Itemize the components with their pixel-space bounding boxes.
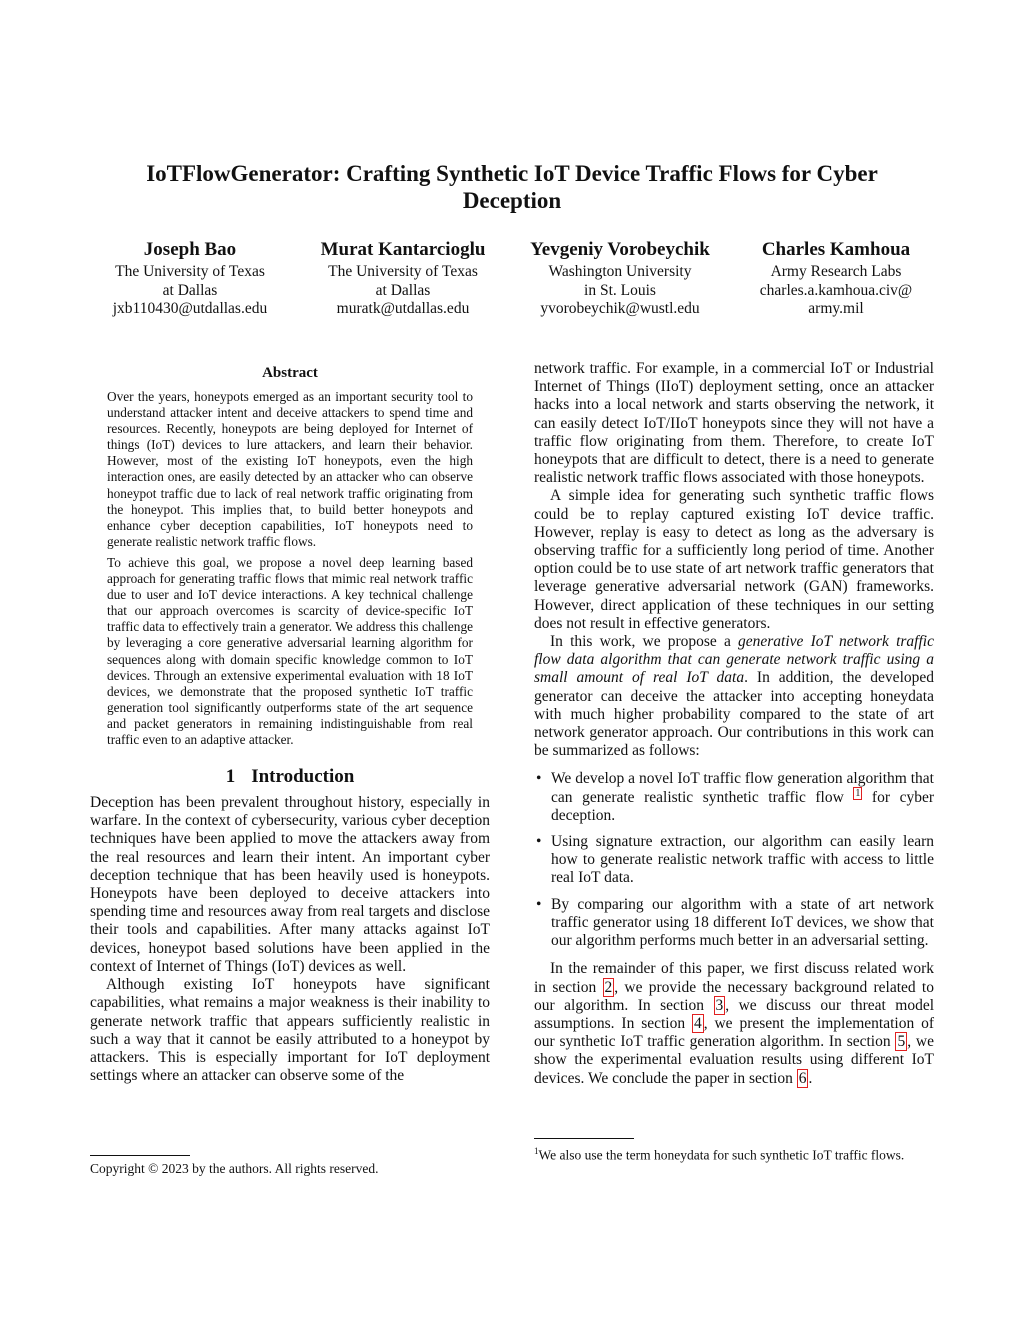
text-run: , we discuss our threat model assumptions. In section — [534, 996, 935, 1032]
body-paragraph: Although existing IoT honeypots have significant capabilities, what remains a major weakness is their inability to generate network traffic that appears sufficiently realistic in such a way that it cannot be easily attributed to a honeypot by attackers. This is especially important for IoT deployment settings where an attacker can observe some of the — [90, 976, 490, 1085]
footnote-rule — [534, 1138, 634, 1139]
footnote-link[interactable]: 1 — [855, 787, 861, 799]
author-name: Charles Kamhoua — [761, 239, 911, 260]
author-email: army.mil — [808, 300, 864, 317]
author-email: jxb110430@utdallas.edu — [112, 300, 268, 317]
author-affiliation: in St. Louis — [584, 281, 656, 299]
paper-title — [90, 160, 934, 214]
body-paragraph — [534, 960, 934, 1087]
author-email: muratk@utdallas.edu — [336, 300, 470, 317]
text-run: , we show the experimental evaluation results using different IoT devices. We conclude the paper in section — [534, 1033, 934, 1087]
author-name: Yevgeniy Vorobeychik — [530, 239, 710, 260]
text-run: By comparing our algorithm with a state of art network traffic generator using 18 different IoT devices, we show that our algorithm performs much better in an adversarial setting. — [551, 895, 934, 950]
text-run: In the remainder of this paper, we first discuss related work in section — [534, 960, 934, 996]
title-line-1: IoTFlowGenerator: Crafting Synthetic IoT Device Traffic Flows for Cyber — [146, 161, 878, 186]
left-column — [90, 360, 490, 1085]
list-item — [534, 833, 934, 888]
author-block — [742, 238, 930, 319]
author-name: Joseph Bao — [143, 239, 237, 260]
footnote — [534, 1143, 934, 1164]
bullet-icon: • — [536, 895, 542, 913]
body-paragraph: Deception has been prevalent throughout history, especially in warfare. In the context of cybersecurity, various cyber deception techniques have been applied to move the attackers away from the real resources and learn their intent. An important cyber deception technique that has been heavily used is honeypots. Honeypots have been deployed to deceive attackers into spending time and resources away from real targets and disclose their tools and capabilities. After many attacks against IoT devices, honeypot based solutions have been applied in the context of Internet of Things (IoT) devices as well. — [90, 794, 490, 975]
section-title: Introduction — [251, 766, 355, 788]
bullet-icon: • — [536, 833, 542, 851]
text-run: Using signature extraction, our algorithm can easily learn how to generate realistic network traffic with access to little real IoT data. — [551, 833, 934, 887]
text-run: . In addition, the developed generator can deceive the attacker into accepting honeydata with much higher probability compared to the state of art network generator approach. Our contributions in this work can be summarized as follows: — [534, 669, 934, 760]
body-paragraph — [534, 633, 934, 760]
copyright-notice: Copyright © 2023 by the authors. All rights reserved. — [90, 1161, 379, 1176]
emphasized-text: generative IoT network traffic flow data algorithm that can generate network traffic using a small amount of real IoT data — [534, 633, 934, 687]
author-affiliation: The University of Texas — [328, 263, 478, 280]
right-column — [534, 360, 934, 1088]
abstract-paragraph: Over the years, honeypots emerged as an important security tool to understand attacker intent and deceive attackers to spend time and resources. Recently, honeypots are being deployed for Internet of things (IoT) devices to lure attackers, and learn their behavior. However, most of the existing IoT honeypots, even the high interaction ones, are easily detected by an attacker who can observe honeypot traffic due to lack of real network traffic originating from the honeypot. This implies that, to build better honeypots and enhance cyber deception capabilities, IoT honeypots need to generate realistic network traffic flows. — [107, 389, 473, 549]
section-number: 1 — [225, 766, 236, 788]
footnote-mark: 1 — [534, 1146, 539, 1156]
section-link[interactable]: 6 — [798, 1069, 807, 1087]
list-item — [534, 770, 934, 825]
bullet-icon: • — [536, 770, 542, 788]
author-name: Murat Kantarcioglu — [320, 239, 486, 260]
text-run: , we present the implementation of our synthetic IoT traffic generation algorithm. In section — [534, 1014, 934, 1051]
text-run: for cyber deception. — [551, 788, 934, 824]
author-affiliation: Washington University — [548, 263, 692, 280]
author-block — [308, 238, 498, 319]
title-line-2: Deception — [462, 188, 562, 213]
author-affiliation: Army Research Labs — [770, 263, 902, 280]
section-link[interactable]: 5 — [897, 1033, 906, 1051]
abstract-paragraph: To achieve this goal, we propose a novel deep learning based approach for generating traffic flows that mimic real network traffic due to user and IoT device interactions. A key technical challenge that our approach overcomes is scarcity of device-specific IoT traffic data to effectively train a generator. We address this challenge by leveraging a core generative adversarial learning algorithm for sequences along with domain specific knowledge common to IoT devices. Through an extensive experimental evaluation with 18 IoT devices, we demonstrate that the proposed synthetic IoT traffic generation tool significantly outperforms state of the art sequence and packet generators in remaining indistinguishable from real traffic even to an adaptive attacker. — [107, 554, 473, 747]
abstract-heading: Abstract — [262, 365, 318, 381]
section-heading — [90, 766, 490, 788]
footnote-rule — [90, 1155, 190, 1156]
text-run: , we provide the necessary background related to our algorithm. In section — [534, 978, 934, 1014]
author-block — [520, 238, 720, 319]
author-block — [96, 238, 284, 319]
author-email: charles.a.kamhoua.civ@ — [759, 281, 913, 299]
body-paragraph: network traffic. For example, in a commercial IoT or Industrial Internet of Things (IIoT) deployment setting, once an attacker hacks into a local network and starts observing the network, it can easily detect IoT/IIoT honeypots since they will not have a traffic flow originating from them. Therefore, to create IoT honeypots that are difficult to detect, there is a need to generate realistic network traffic flows associated with those honeypots. — [534, 360, 934, 487]
author-email: yvorobeychik@wustl.edu — [540, 300, 700, 317]
section-link[interactable]: 3 — [715, 996, 724, 1014]
footnote-text: We also use the term honeydata for such synthetic IoT traffic flows. — [538, 1147, 905, 1163]
section-link[interactable]: 4 — [693, 1014, 702, 1032]
text-run: In this work, we propose a — [550, 633, 739, 651]
section-link[interactable]: 2 — [604, 978, 613, 996]
author-affiliation: The University of Texas — [115, 263, 265, 280]
author-affiliation: at Dallas — [375, 281, 431, 299]
list-item — [534, 896, 934, 951]
abstract — [107, 389, 473, 748]
text-run: . — [808, 1069, 813, 1087]
text-run: We develop a novel IoT traffic flow generation algorithm that can generate realistic synthetic traffic flow — [551, 770, 934, 806]
body-paragraph: A simple idea for generating such synthetic traffic flows could be to replay captured existing IoT device traffic. However, replay is easy to detect as long as the adversary is observing traffic for a sufficiently long period of time. Another option could be to use state of art network traffic generators that leverage generative adversarial network (GAN) frameworks. However, direct application of these techniques in our setting does not result in effective generators. — [534, 487, 934, 632]
author-affiliation: at Dallas — [162, 281, 218, 299]
contribution-list — [534, 770, 934, 950]
